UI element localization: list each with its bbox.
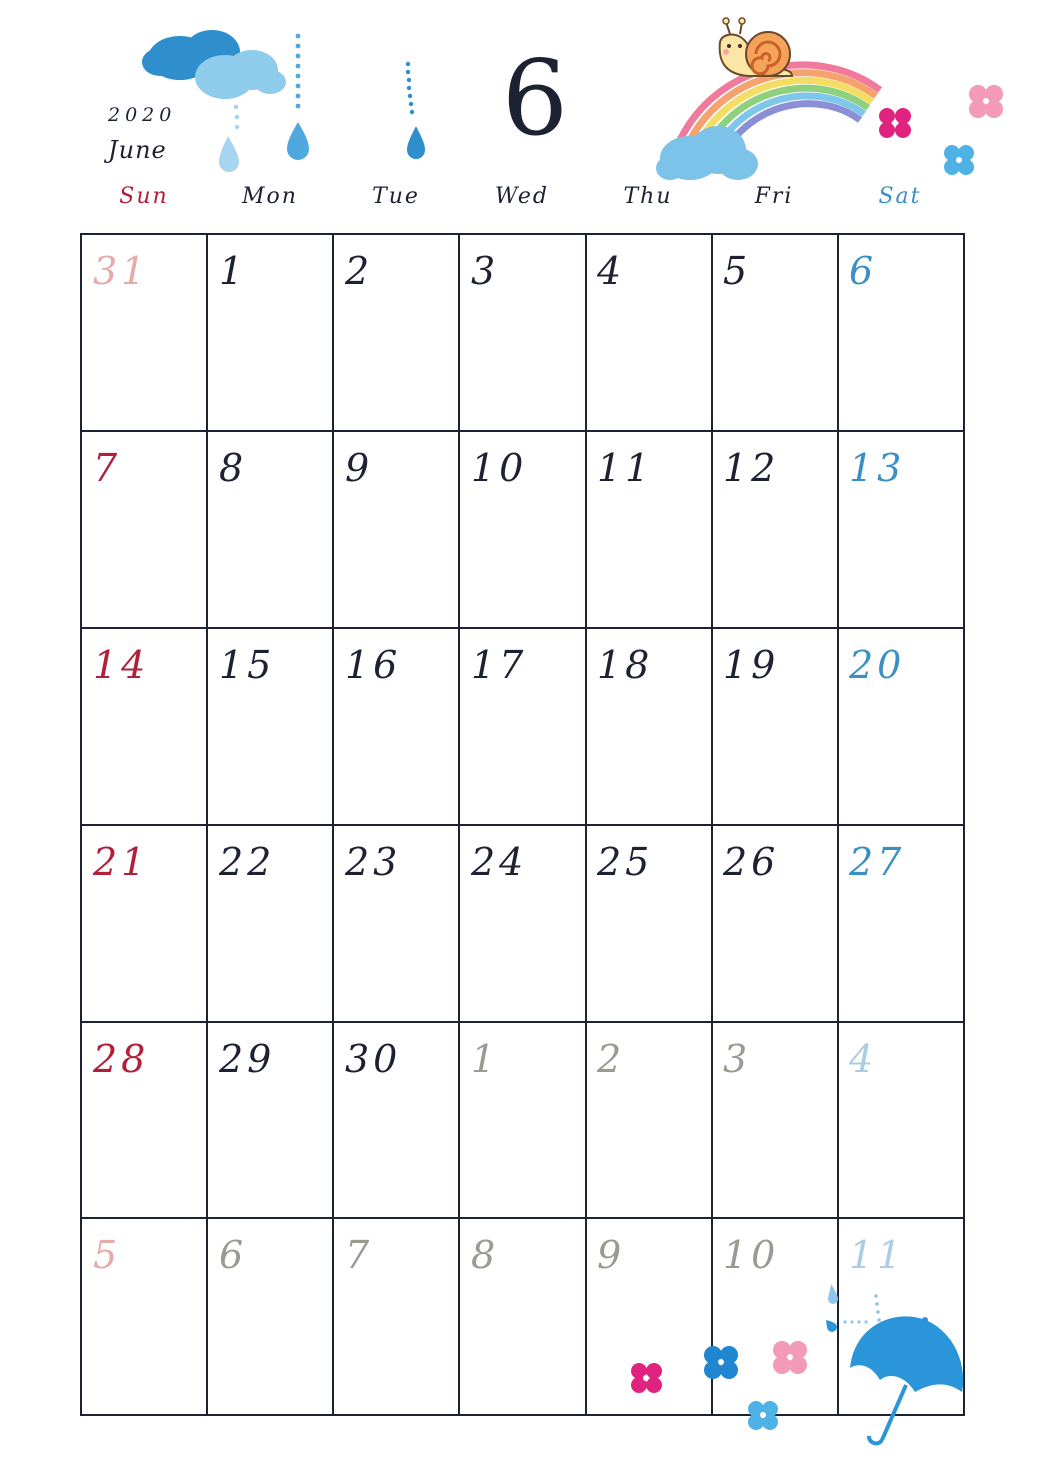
day-number: 31 — [93, 249, 150, 293]
rain-cloud-icon — [142, 30, 286, 99]
day-number: 25 — [597, 840, 654, 884]
hydrangea-flower-icon — [969, 85, 1003, 118]
day-number: 4 — [849, 1037, 878, 1081]
snail-icon — [720, 18, 792, 76]
day-number: 2 — [597, 1037, 626, 1081]
day-number: 14 — [93, 643, 150, 687]
weekday-fri: Fri — [754, 184, 794, 209]
day-number: 22 — [219, 840, 276, 884]
day-number: 16 — [345, 643, 402, 687]
day-number: 13 — [849, 446, 906, 490]
day-number: 6 — [219, 1233, 248, 1277]
day-number: 2 — [345, 249, 374, 293]
day-number: 4 — [597, 249, 626, 293]
day-number: 18 — [597, 643, 654, 687]
day-number: 11 — [597, 446, 654, 490]
day-number: 8 — [219, 446, 248, 490]
hydrangea-flower-icon — [631, 1363, 662, 1393]
raindrop-icon — [287, 34, 309, 160]
day-number: 15 — [219, 643, 276, 687]
day-number: 26 — [723, 840, 780, 884]
calendar-year: 2020 — [108, 104, 177, 126]
month-number: 6 — [501, 37, 569, 159]
day-number: 27 — [849, 840, 906, 884]
day-number: 1 — [471, 1037, 500, 1081]
weekday-tue: Tue — [372, 184, 420, 209]
day-number: 3 — [723, 1037, 752, 1081]
weekday-sun: Sun — [119, 184, 169, 209]
month-name: June — [108, 136, 167, 164]
hydrangea-flower-icon — [748, 1401, 778, 1430]
raindrop-icon — [406, 62, 425, 159]
day-number: 6 — [849, 249, 878, 293]
hydrangea-flower-icon — [773, 1341, 807, 1374]
day-number: 19 — [723, 643, 780, 687]
weekday-wed: Wed — [495, 184, 549, 209]
day-number: 7 — [93, 446, 122, 490]
hydrangea-flower-icon — [944, 145, 974, 175]
weekday-sat: Sat — [878, 184, 922, 209]
day-number: 8 — [471, 1233, 500, 1277]
day-number: 23 — [345, 840, 402, 884]
day-number: 10 — [723, 1233, 780, 1277]
day-number: 12 — [723, 446, 780, 490]
hydrangea-flower-icon — [879, 108, 911, 138]
weekday-thu: Thu — [623, 184, 673, 209]
day-number: 10 — [471, 446, 528, 490]
day-number: 28 — [93, 1037, 150, 1081]
raindrop-icon — [219, 105, 239, 172]
day-number: 5 — [93, 1233, 122, 1277]
day-number: 1 — [219, 249, 248, 293]
day-number: 20 — [849, 643, 906, 687]
day-number: 5 — [723, 249, 752, 293]
day-number: 21 — [93, 840, 150, 884]
weekday-mon: Mon — [242, 184, 298, 209]
day-number: 7 — [345, 1233, 374, 1277]
day-number: 3 — [471, 249, 500, 293]
day-number: 9 — [597, 1233, 626, 1277]
day-number: 11 — [849, 1233, 906, 1277]
day-number: 9 — [345, 446, 374, 490]
day-number: 29 — [219, 1037, 276, 1081]
day-number: 17 — [471, 643, 528, 687]
hydrangea-flower-icon — [704, 1346, 738, 1379]
day-number: 30 — [345, 1037, 402, 1081]
umbrella-icon — [826, 1284, 963, 1443]
day-number: 24 — [471, 840, 528, 884]
